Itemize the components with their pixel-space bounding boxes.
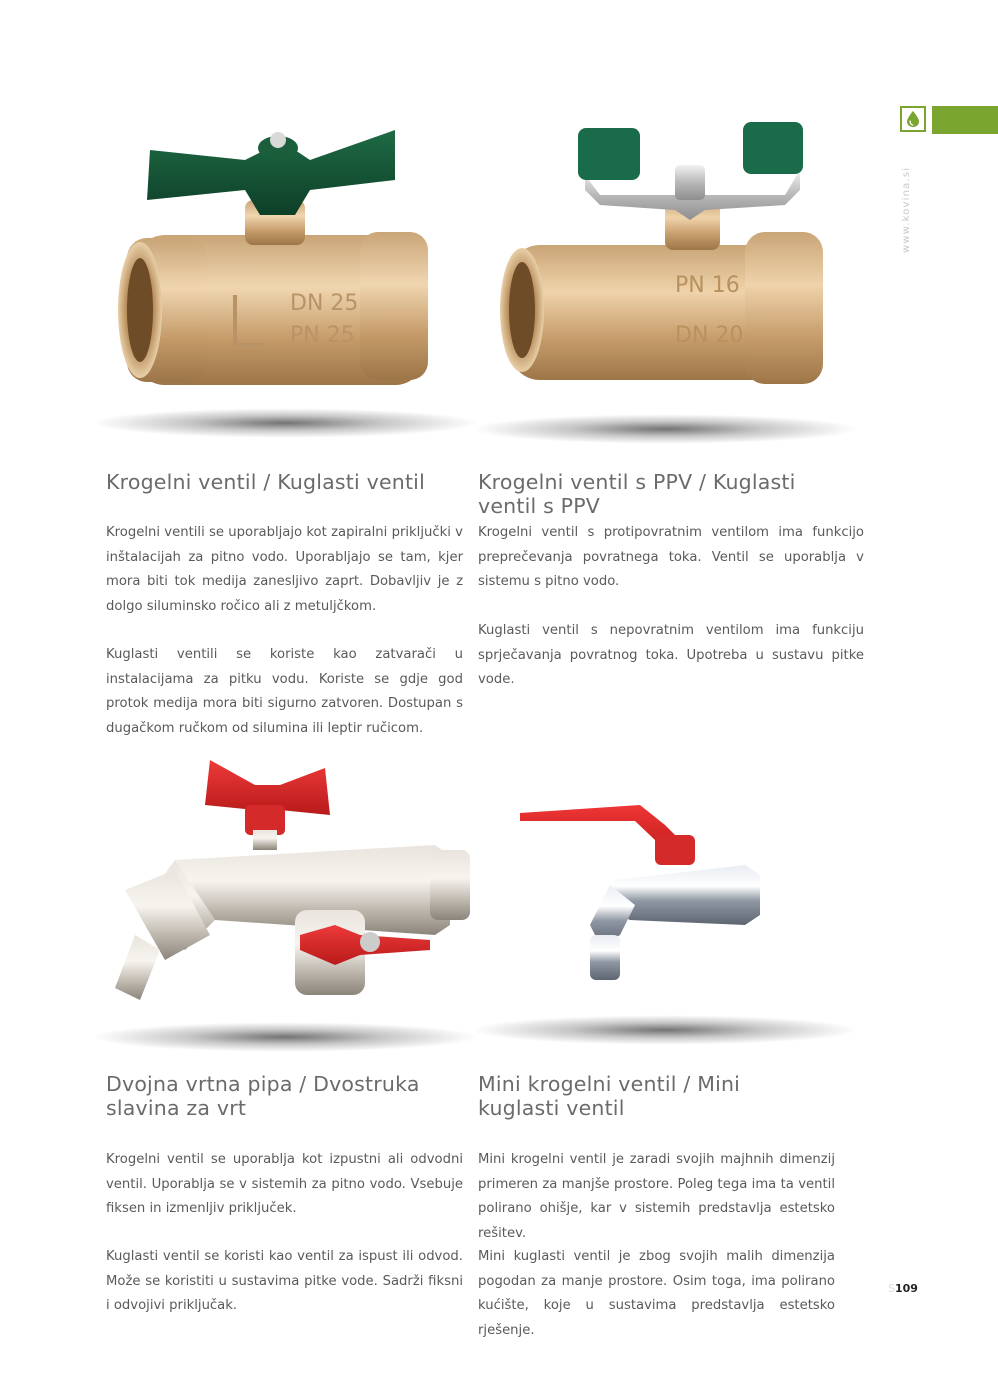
product-description-hr: Kuglasti ventil se koristi kao ventil za ispust ili odvod. Može se koristiti u sustavima pitke vode. Sadrži fiksni i odvojivi priključak. [106,1249,463,1313]
product-title: Mini krogelni ventil / Mini kuglasti ventil [478,1072,741,1120]
product-description-hr: Kuglasti ventil s nepovratnim ventilom ima funkciju sprječavanja povratnog toka. Upotreba u sustavu pitke vode. [478,623,864,687]
page-number [888,1282,918,1295]
page-number-value: 109 [894,1282,918,1295]
product-description-sl: Krogelni ventili se uporabljajo kot zapiralni priključki v inštalacijah za pitno vodo. Uporabljajo se tam, kjer mora biti tok medija zanesljivo zaprt. Dobavljiv je z dolgo siluminsko ročico ali z metuljčkom. [106,525,463,614]
valve2-marking-1: PN 16 [675,273,740,298]
product-shadow [90,1022,480,1052]
valve2-marking-2: DN 20 [675,323,744,348]
product-description-sl: Mini krogelni ventil je zaradi svojih majhnih dimenzij primeren za manjše prostore. Poleg tega ima ta ventil polirano ohišje, kar v sistemih predstavlja estetsko rešitev. [478,1152,835,1241]
category-tab [932,106,998,134]
product-shadow [470,414,860,444]
product-shadow [470,1015,860,1045]
water-drop-icon [905,110,921,128]
product-image-mini-ball-valve [515,795,775,995]
product-shadow [90,408,480,438]
product-image-double-garden-tap [105,750,475,1010]
website-text: www.kovina.si [901,166,912,253]
category-badge [900,106,926,132]
product-description-hr: Mini kuglasti ventil je zbog svojih malih dimenzija pogodan za manje prostore. Osim toga, ima polirano kućište, koje u sustavima predstavlja estetsko rješenje. [478,1249,835,1338]
product-description-sl: Krogelni ventil se uporablja kot izpustni ali odvodni ventil. Uporablja se v sistemih za pitno vodo. Vsebuje fiksen in izmenljiv priključek. [106,1152,463,1216]
product-title: Krogelni ventil / Kuglasti ventil [106,470,425,494]
product-description-sl: Krogelni ventil s protipovratnim ventilom ima funkcijo preprečevanja povratnega toka. Ventil se uporablja v sistemu s pitno vodo. [478,525,864,589]
product-title: Dvojna vrtna pipa / Dvostruka slavina za vrt [106,1072,420,1120]
website-vertical [893,166,923,255]
product-title: Krogelni ventil s PPV / Kuglasti ventil s PPV [478,470,796,518]
product-image-ball-valve [95,120,455,410]
product-description-hr: Kuglasti ventili se koriste kao zatvarači u instalacijama za pitku vodu. Koriste se gdje god protok medija mora biti sigurno zatvoren. Dostupan s dugačkom ručkom od silumina ili leptir ručicom. [106,647,463,736]
product-image-ball-valve-ppv [490,120,830,410]
valve1-marking-2: PN 25 [290,323,355,348]
page-number-prefix: S [888,1282,895,1295]
valve1-marking-1: DN 25 [290,291,359,316]
